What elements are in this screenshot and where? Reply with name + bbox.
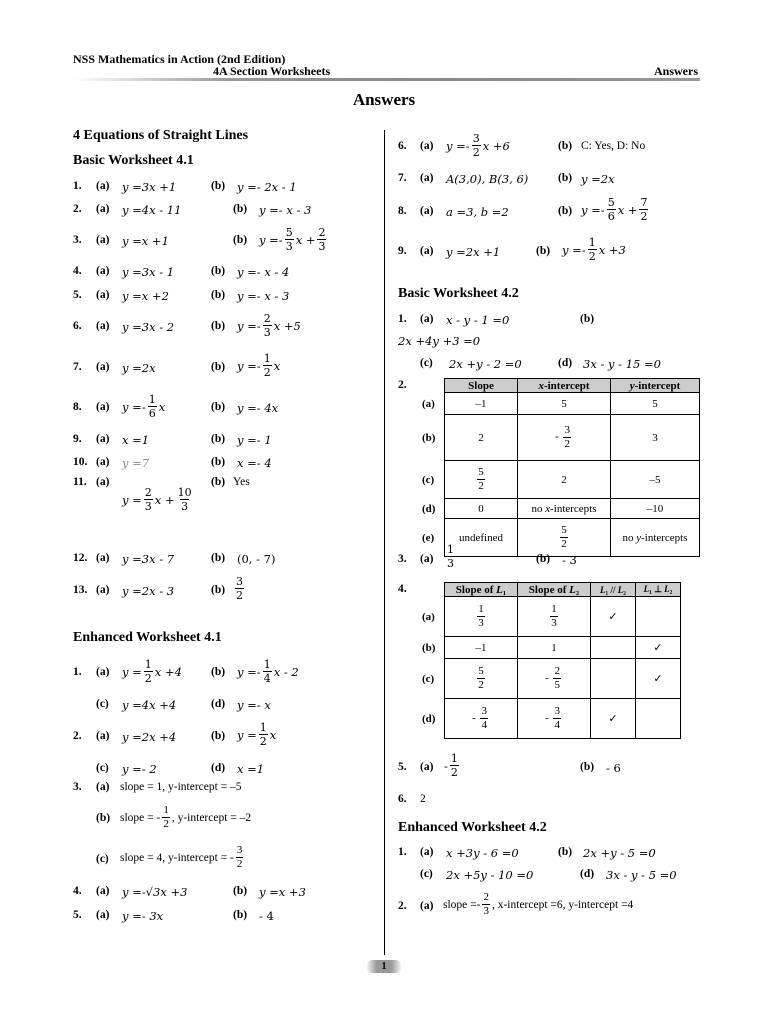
answer-math: 2x +5y - 10 =0	[446, 868, 534, 882]
part-label: (a)	[420, 313, 434, 325]
page-number: 1	[366, 960, 402, 973]
table-header: x-intercept	[518, 379, 611, 393]
chapter-heading: 4 Equations of Straight Lines	[73, 128, 249, 143]
part-label: (b)	[233, 885, 248, 897]
q-number: 12.	[73, 552, 88, 564]
part-label: (c)	[420, 868, 433, 880]
answer-math: y =3x - 7	[122, 552, 175, 566]
part-label: (a)	[96, 456, 110, 468]
answer-math: y =- 3x	[122, 909, 164, 923]
answer-math: 2x +y - 2 =0	[449, 357, 522, 371]
part-label: (d)	[211, 698, 226, 710]
answer-math: 3x - y - 5 =0	[606, 868, 677, 882]
answer-math: y =2x +1	[446, 245, 501, 259]
q-number: 2.	[398, 900, 407, 912]
q-number: 13.	[73, 584, 88, 596]
table-header: Slope	[445, 379, 518, 393]
q-number: 7.	[73, 361, 82, 373]
part-label: (a)	[96, 885, 110, 897]
q-number: 3.	[73, 234, 82, 246]
answer-math: 2x +y - 5 =0	[583, 846, 656, 860]
part-label: (b)	[211, 180, 226, 192]
answer-math: y =3x - 1	[122, 265, 175, 279]
table-header: y-intercept	[611, 379, 700, 393]
page-title: Answers	[352, 90, 416, 109]
part-label: (b)	[558, 846, 573, 858]
answer-math: y =3x +1	[122, 180, 177, 194]
table-row: (d) - $\frac{3}{4}$ - $\frac{3}{4}$ ✓	[416, 699, 681, 739]
answer-math: y =- 2	[122, 762, 157, 776]
answer-math: y =7	[122, 456, 150, 470]
answer-math: y =- x - 3	[259, 203, 312, 217]
part-label: (b)	[211, 320, 226, 332]
q-number: 1.	[398, 313, 407, 325]
answer-math: y =- $\frac{2}{3}$ x +5	[237, 312, 301, 339]
answer-math: y =x +2	[122, 289, 169, 303]
q-number: 8.	[73, 401, 82, 413]
answer-math: x =- 4	[237, 456, 272, 470]
q-number: 11.	[73, 476, 87, 488]
section-heading-ew42: Enhanced Worksheet 4.2	[398, 820, 547, 835]
column-divider	[384, 130, 385, 955]
part-label: (c)	[96, 698, 109, 710]
part-label: (c)	[96, 762, 109, 774]
part-label: (a)	[96, 730, 110, 742]
answer-math: y =2x +4	[122, 730, 177, 744]
table-row: (a) –1 5 5	[416, 393, 700, 415]
answer-text: C: Yes, D: No	[581, 140, 646, 152]
answer-math: y =- x - 3	[237, 289, 290, 303]
part-label: (b)	[211, 476, 226, 488]
part-label: (a)	[96, 401, 110, 413]
table-row: (c) $\frac{5}{2}$ 2 –5	[416, 461, 700, 499]
part-label: (a)	[96, 552, 110, 564]
table-row: (b) 2 - $\frac{3}{2}$ 3	[416, 415, 700, 461]
header-book: NSS Mathematics in Action (2nd Edition)	[73, 52, 286, 66]
part-label: (a)	[96, 584, 110, 596]
part-label: (a)	[96, 320, 110, 332]
part-label: (a)	[96, 180, 110, 192]
answer-math: y = $\frac{1}{2}$ x +4	[122, 658, 182, 685]
q-number: 4.	[73, 265, 82, 277]
q-number: 6.	[398, 140, 407, 152]
answer-math: $\frac{3}{2}$	[236, 575, 243, 602]
part-label: (a)	[96, 433, 110, 445]
answer-math: x - y - 1 =0	[446, 313, 510, 327]
part-label: (a)	[420, 140, 434, 152]
part-label: (a)	[96, 909, 110, 921]
answer-math: y =2x	[581, 172, 615, 186]
answer-text: slope = 1, y-intercept = –5	[120, 781, 242, 793]
answer-text: slope = 4, y-intercept = - $\frac{3}{2}$	[120, 844, 243, 870]
answer-math: y =- 4x	[237, 401, 279, 415]
q-number: 6.	[398, 793, 407, 805]
table-header: L₁ // L₂	[591, 583, 636, 597]
answer-text: slope = - $\frac{1}{2}$ , y-intercept = –2	[120, 804, 252, 830]
table-row: (c) $\frac{5}{2}$ - $\frac{2}{5}$ ✓	[416, 659, 681, 699]
answer-math: y =- $\frac{5}{3}$ x + $\frac{2}{3}$	[259, 226, 326, 253]
q-number: 3.	[73, 781, 82, 793]
part-label: (a)	[420, 900, 434, 912]
table-row: (d) 0 no x-intercepts –10	[416, 499, 700, 519]
part-label: (a)	[96, 203, 110, 215]
part-label: (b)	[211, 361, 226, 373]
table-header: Slope of L₁	[445, 583, 518, 597]
answer-math: y =- x - 4	[237, 265, 290, 279]
answer-math: y =4x - 11	[122, 203, 182, 217]
part-label: (b)	[233, 203, 248, 215]
part-label: (b)	[558, 172, 573, 184]
answer-math: A(3,0), B(3, 6)	[446, 172, 529, 186]
answer-text: slope =- $\frac{2}{3}$ , x-intercept =6, y-intercept =4	[443, 891, 634, 917]
answer-math: y =- $\frac{1}{2}$ x	[237, 352, 281, 379]
q-number: 1.	[398, 846, 407, 858]
part-label: (b)	[211, 433, 226, 445]
part-label: (b)	[211, 552, 226, 564]
part-label: (b)	[558, 140, 573, 152]
part-label: (c)	[96, 853, 109, 865]
answer-math: y =- 2x - 1	[237, 180, 297, 194]
table-header: L₁ ⊥ L₂	[636, 583, 681, 597]
part-label: (a)	[420, 205, 434, 217]
part-label: (b)	[211, 289, 226, 301]
answer-math: x +3y - 6 =0	[446, 846, 519, 860]
intercepts-table	[416, 378, 700, 557]
parallel-perpendicular-table	[416, 582, 681, 739]
part-label: (d)	[580, 868, 595, 880]
answer-math: y =2x	[122, 361, 156, 375]
answer-math: y = $\frac{1}{2}$ x	[237, 721, 277, 748]
part-label: (b)	[580, 313, 595, 325]
part-label: (b)	[536, 553, 551, 565]
part-label: (b)	[96, 812, 111, 824]
answer-math: - 3	[562, 553, 577, 567]
answer-math: y =3x - 2	[122, 320, 175, 334]
answer-math: $\frac{1}{3}$	[447, 543, 454, 570]
q-number: 2.	[398, 379, 407, 391]
q-number: 4.	[73, 885, 82, 897]
answer-math: x =1	[237, 762, 265, 776]
section-heading-bw41: Basic Worksheet 4.1	[73, 153, 194, 168]
q-number: 9.	[398, 245, 407, 257]
header-divider	[73, 78, 700, 81]
section-heading-ew41: Enhanced Worksheet 4.1	[73, 630, 222, 645]
part-label: (d)	[211, 762, 226, 774]
part-label: (a)	[96, 361, 110, 373]
q-number: 5.	[73, 909, 82, 921]
header-right: Answers	[654, 64, 698, 78]
q-number: 7.	[398, 172, 407, 184]
answer-text: 2	[420, 793, 426, 805]
part-label: (b)	[580, 761, 595, 773]
table-row: (a) $\frac{1}{3}$ $\frac{1}{3}$ ✓	[416, 597, 681, 637]
answer-math: y =- $\frac{3}{2}$ x +6	[446, 132, 510, 159]
q-number: 3.	[398, 553, 407, 565]
answer-math: 2x +4y +3 =0	[398, 334, 481, 348]
answer-math: - 4	[259, 909, 274, 923]
part-label: (d)	[558, 357, 573, 369]
part-label: (b)	[233, 234, 248, 246]
part-label: (a)	[96, 476, 110, 488]
q-number: 2.	[73, 730, 82, 742]
table-row: (e) undefined $\frac{5}{2}$ no y-intercepts	[416, 519, 700, 557]
q-number: 6.	[73, 320, 82, 332]
part-label: (a)	[420, 761, 434, 773]
answer-math: y =- $\frac{5}{6}$ x + $\frac{7}{2}$	[581, 196, 648, 223]
answer-math: y =- $\frac{1}{2}$ x +3	[562, 236, 626, 263]
answer-math: y = $\frac{2}{3}$ x + $\frac{10}{3}$	[122, 486, 192, 513]
part-label: (a)	[420, 846, 434, 858]
part-label: (b)	[233, 909, 248, 921]
answer-math: a =3, b =2	[446, 205, 509, 219]
q-number: 1.	[73, 666, 82, 678]
table-row: (b) –1 1 ✓	[416, 637, 681, 659]
part-label: (a)	[420, 245, 434, 257]
answer-text: Yes	[233, 476, 250, 488]
q-number: 5.	[398, 761, 407, 773]
section-heading-bw42: Basic Worksheet 4.2	[398, 286, 519, 301]
answer-math: (0, - 7)	[237, 552, 276, 566]
part-label: (a)	[96, 781, 110, 793]
part-label: (b)	[211, 456, 226, 468]
part-label: (a)	[96, 666, 110, 678]
answer-math: y =4x +4	[122, 698, 177, 712]
part-label: (a)	[96, 234, 110, 246]
answer-math: x =1	[122, 433, 150, 447]
q-number: 1.	[73, 180, 82, 192]
q-number: 5.	[73, 289, 82, 301]
answer-math: y =2x - 3	[122, 584, 175, 598]
part-label: (b)	[536, 245, 551, 257]
answer-math: y =x +3	[259, 885, 306, 899]
part-label: (a)	[96, 265, 110, 277]
part-label: (b)	[211, 401, 226, 413]
answer-math: y =- $\frac{1}{4}$ x - 2	[237, 658, 299, 685]
part-label: (b)	[211, 584, 226, 596]
header-section: 4A Section Worksheets	[213, 64, 331, 78]
answer-math: - 6	[606, 761, 621, 775]
answer-math: 3x - y - 15 =0	[583, 357, 661, 371]
answer-math: - $\frac{1}{2}$	[444, 752, 458, 779]
part-label: (b)	[211, 265, 226, 277]
part-label: (b)	[211, 666, 226, 678]
q-number: 10.	[73, 456, 88, 468]
q-number: 2.	[73, 203, 82, 215]
q-number: 8.	[398, 205, 407, 217]
part-label: (b)	[558, 205, 573, 217]
answer-math: y =- $\frac{1}{6}$ x	[122, 393, 166, 420]
part-label: (b)	[211, 730, 226, 742]
q-number: 9.	[73, 433, 82, 445]
part-label: (a)	[420, 172, 434, 184]
part-label: (a)	[420, 553, 434, 565]
answer-math: y =- 1	[237, 433, 272, 447]
part-label: (c)	[420, 357, 433, 369]
answer-math: y =-√3x +3	[122, 885, 188, 899]
answer-math: y =- x	[237, 698, 271, 712]
part-label: (a)	[96, 289, 110, 301]
q-number: 4.	[398, 583, 407, 595]
table-header: Slope of L₂	[518, 583, 591, 597]
answer-math: y =x +1	[122, 234, 169, 248]
